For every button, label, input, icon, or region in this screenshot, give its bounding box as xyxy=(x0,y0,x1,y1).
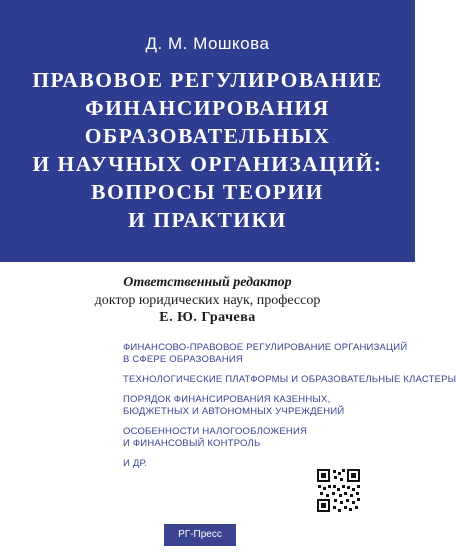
publisher-logo xyxy=(164,524,236,546)
topic-item xyxy=(123,426,363,450)
topic-line: ОСОБЕННОСТИ НАЛОГООБЛОЖЕНИЯ xyxy=(123,426,308,437)
topic-line: БЮДЖЕТНЫХ И АВТОНОМНЫХ УЧРЕЖДЕНИЙ xyxy=(123,406,345,417)
book-title xyxy=(30,66,385,234)
title-line: ПРАВОВОЕ РЕГУЛИРОВАНИЕ xyxy=(32,68,383,92)
qr-code-graphic xyxy=(316,468,361,513)
qr-code xyxy=(316,468,361,513)
editor-degree: доктор юридических наук, профессор xyxy=(94,293,321,308)
title-line: ОБРАЗОВАТЕЛЬНЫХ xyxy=(84,124,331,148)
title-line: И НАУЧНЫХ ОРГАНИЗАЦИЙ: xyxy=(32,152,383,176)
topic-item xyxy=(123,394,363,418)
title-line: ВОПРОСЫ ТЕОРИИ xyxy=(91,180,324,204)
topic-line: ТЕХНОЛОГИЧЕСКИЕ ПЛАТФОРМЫ И ОБРАЗОВАТЕЛЬНЫЕ КЛАСТЕРЫ xyxy=(123,374,456,385)
editor-role: Ответственный редактор xyxy=(123,275,292,290)
author-name: Д. М. Мошкова xyxy=(145,34,270,53)
editor-name: Е. Ю. Грачева xyxy=(159,310,256,325)
topic-line: И ФИНАНСОВЫЙ КОНТРОЛЬ xyxy=(123,438,261,449)
title-line: ФИНАНСИРОВАНИЯ xyxy=(85,96,330,120)
topic-line: ПОРЯДОК ФИНАНСИРОВАНИЯ КАЗЕННЫХ, xyxy=(123,394,331,405)
topic-line: ФИНАНСОВО-ПРАВОВОЕ РЕГУЛИРОВАНИЕ ОРГАНИЗАЦИЙ xyxy=(123,342,408,353)
publisher-name: РГ-Пресс xyxy=(178,529,222,540)
topic-item xyxy=(123,342,408,366)
title-line: И ПРАКТИКИ xyxy=(128,208,287,232)
topic-line: В СФЕРЕ ОБРАЗОВАНИЯ xyxy=(123,354,243,365)
topics-list xyxy=(123,342,456,478)
topic-item xyxy=(123,374,456,386)
topic-line: И ДР. xyxy=(123,458,148,469)
editor-block xyxy=(0,274,415,327)
